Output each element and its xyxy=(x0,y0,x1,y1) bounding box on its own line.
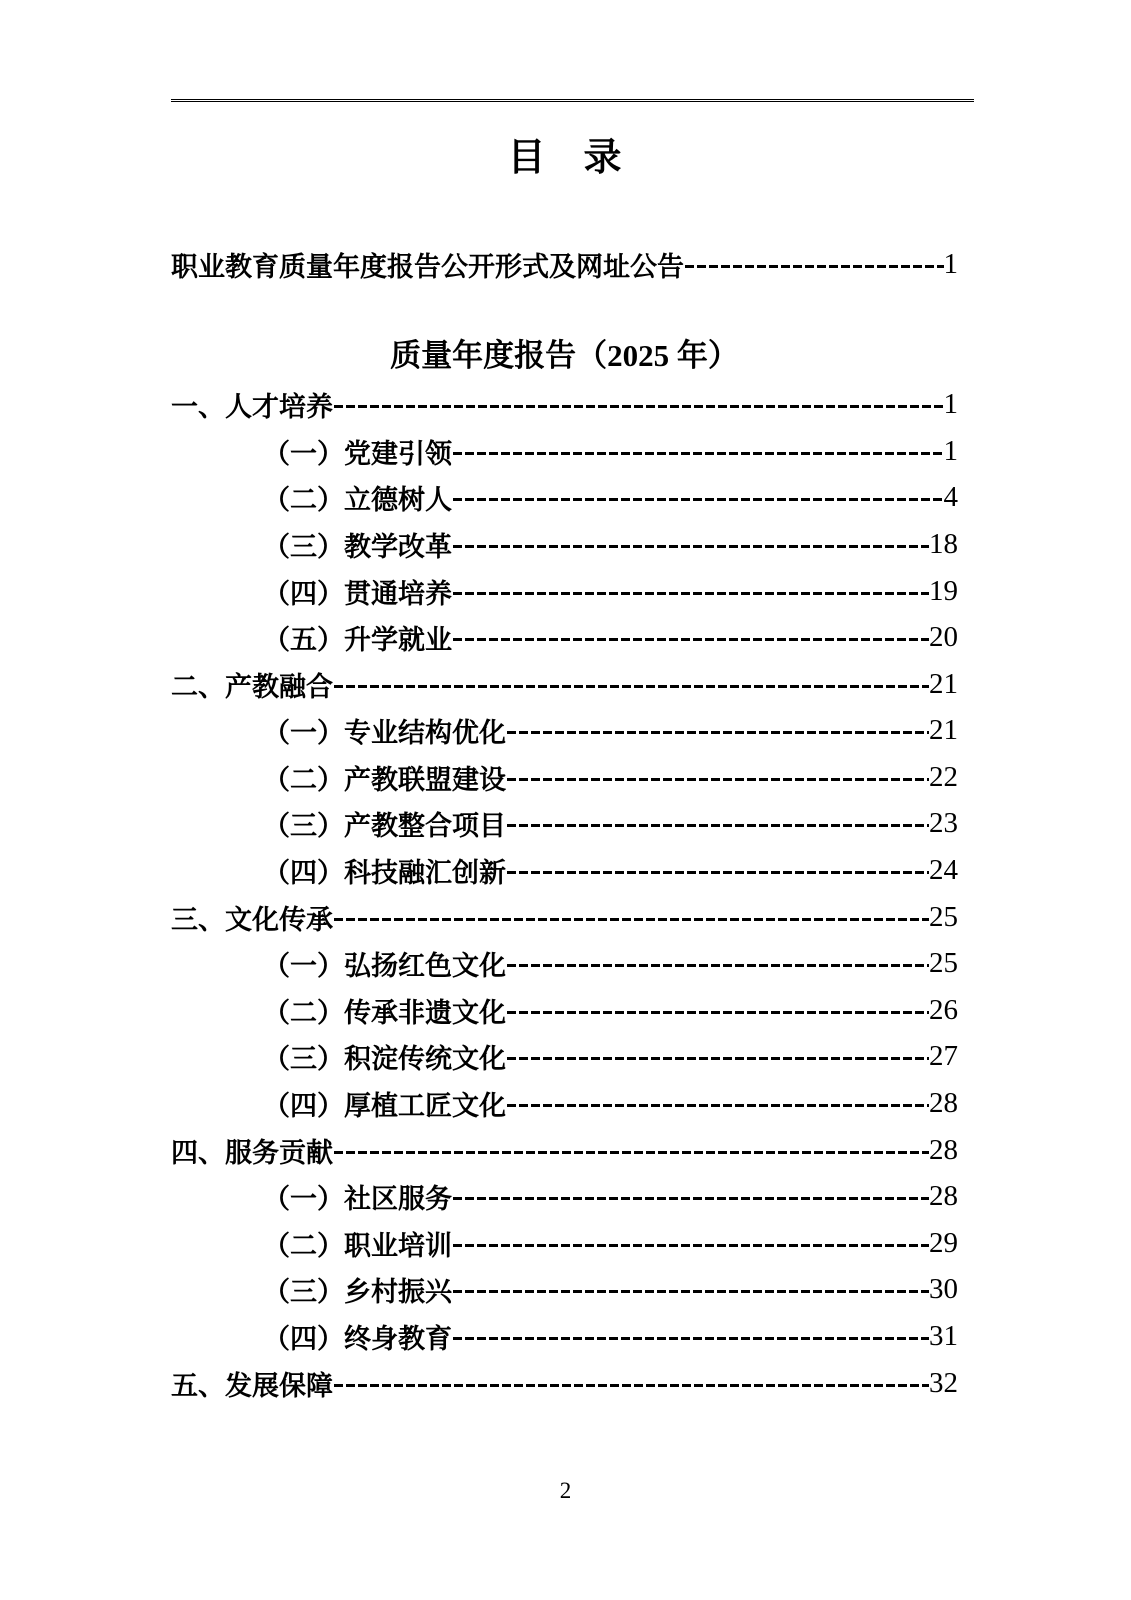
toc-entry-page: 30 xyxy=(929,1273,958,1306)
toc-entry-label: （二）职业培训 xyxy=(263,1230,452,1261)
toc-entry-page: 28 xyxy=(929,1087,958,1120)
toc-entry-label: （四）科技融汇创新 xyxy=(263,858,506,889)
toc-entry xyxy=(171,1313,958,1360)
toc-entry-label: 四、服务贡献 xyxy=(171,1137,333,1168)
toc-entry-page: 21 xyxy=(929,714,958,747)
dash-leader xyxy=(507,964,929,967)
toc-entry-label: （一）党建引领 xyxy=(263,438,452,469)
toc-entry-label: （三）乡村振兴 xyxy=(263,1277,452,1308)
toc-entry-label: 五、发展保障 xyxy=(171,1370,333,1401)
footer-page-number: 2 xyxy=(559,1478,572,1503)
toc-entry-label: （四）厚植工匠文化 xyxy=(263,1091,506,1122)
toc-entry xyxy=(171,661,958,708)
dash-leader xyxy=(334,918,929,921)
toc-entry-page: 25 xyxy=(929,947,958,980)
toc-entry xyxy=(171,801,958,848)
toc-entry xyxy=(171,1034,958,1081)
toc-entry xyxy=(171,987,958,1034)
toc-entry-label: （五）升学就业 xyxy=(263,625,452,656)
toc-title: 目 录 xyxy=(507,137,622,179)
toc-entry xyxy=(171,1080,958,1127)
toc-entry-label: （四）贯通培养 xyxy=(263,578,452,609)
toc-entry-label: （三）积淀传统文化 xyxy=(263,1044,506,1075)
toc-entry xyxy=(171,1127,958,1174)
toc-entry-label: 二、产教融合 xyxy=(171,671,333,702)
toc-entry-page: 1 xyxy=(943,434,958,467)
dash-leader xyxy=(453,498,944,501)
toc-entry-label: （二）产教联盟建设 xyxy=(263,764,506,795)
toc-entry-label: （一）专业结构优化 xyxy=(263,718,506,749)
toc-entry-label: （四）终身教育 xyxy=(263,1324,452,1355)
dash-leader xyxy=(507,731,929,734)
toc-entry-label: 三、文化传承 xyxy=(171,904,333,935)
toc-entry xyxy=(171,475,958,522)
toc-entry-page: 22 xyxy=(929,760,958,793)
toc-entry xyxy=(171,754,958,801)
toc-entry-label: 一、人才培养 xyxy=(171,392,333,423)
report-title: 质量年度报告（2025 年） xyxy=(390,337,739,373)
toc-entry-page: 28 xyxy=(929,1133,958,1166)
toc-entry xyxy=(171,521,958,568)
toc-entry-page: 20 xyxy=(929,621,958,654)
toc-entry xyxy=(171,428,958,475)
dash-leader xyxy=(334,1151,929,1154)
toc-entry xyxy=(171,1173,958,1220)
toc-entry-page: 27 xyxy=(929,1040,958,1073)
page-content xyxy=(171,0,958,1406)
dash-leader xyxy=(453,452,944,455)
toc-entry xyxy=(171,708,958,755)
toc-entry-page: 28 xyxy=(929,1180,958,1213)
toc-entry-page: 1 xyxy=(943,388,958,421)
toc-entry xyxy=(171,894,958,941)
dash-leader xyxy=(453,592,929,595)
dash-leader xyxy=(453,1244,929,1247)
toc-entry xyxy=(171,847,958,894)
toc-entry-label: （一）社区服务 xyxy=(263,1184,452,1215)
toc-entry xyxy=(171,1360,958,1407)
toc-entry xyxy=(171,381,958,428)
dash-leader xyxy=(453,1337,929,1340)
toc-entry-label: （一）弘扬红色文化 xyxy=(263,951,506,982)
toc-entry xyxy=(171,568,958,615)
toc-entry-page: 24 xyxy=(929,854,958,887)
dash-leader xyxy=(507,871,929,874)
dash-leader xyxy=(507,1011,929,1014)
dash-leader xyxy=(453,638,929,641)
dash-leader xyxy=(507,824,929,827)
toc-entry-page: 31 xyxy=(929,1320,958,1353)
dash-leader xyxy=(334,685,929,688)
toc-entry-page: 21 xyxy=(929,667,958,700)
dash-leader xyxy=(453,545,929,548)
toc-entry-announcement xyxy=(171,243,958,287)
toc-entry-page: 26 xyxy=(929,993,958,1026)
toc-entry-label: （三）产教整合项目 xyxy=(263,811,506,842)
toc-entry-page: 32 xyxy=(929,1366,958,1399)
header-rule xyxy=(171,99,974,102)
toc-entry-page: 19 xyxy=(929,574,958,607)
dash-leader xyxy=(334,405,944,408)
toc-entry-label: （二）立德树人 xyxy=(263,485,452,516)
dash-leader xyxy=(685,265,944,268)
toc-entry-page: 23 xyxy=(929,807,958,840)
dash-leader xyxy=(453,1197,929,1200)
toc-entry-page: 1 xyxy=(943,248,958,280)
toc-entry-label: 职业教育质量年度报告公开形式及网址公告 xyxy=(171,252,684,282)
dash-leader xyxy=(453,1290,929,1293)
toc-entries xyxy=(171,381,958,1406)
toc-entry-page: 29 xyxy=(929,1226,958,1259)
toc-entry-page: 4 xyxy=(943,481,958,514)
dash-leader xyxy=(334,1384,929,1387)
dash-leader xyxy=(507,1104,929,1107)
toc-entry-page: 25 xyxy=(929,900,958,933)
toc-entry xyxy=(171,1267,958,1314)
toc-entry xyxy=(171,614,958,661)
toc-entry xyxy=(171,940,958,987)
dash-leader xyxy=(507,778,929,781)
toc-entry-label: （三）教学改革 xyxy=(263,531,452,562)
toc-entry-page: 18 xyxy=(929,527,958,560)
toc-entry xyxy=(171,1220,958,1267)
dash-leader xyxy=(507,1057,929,1060)
toc-entry-label: （二）传承非遗文化 xyxy=(263,997,506,1028)
